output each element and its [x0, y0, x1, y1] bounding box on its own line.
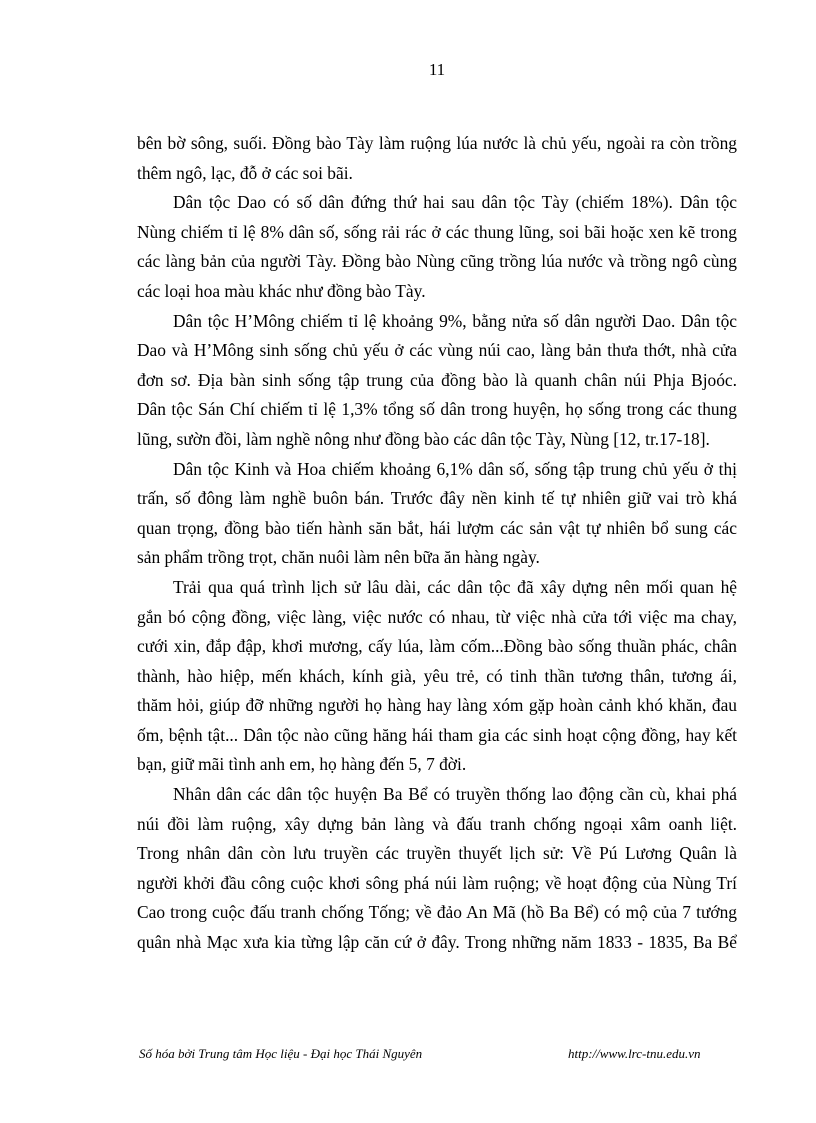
- text-line: Dân tộc Kinh và Hoa chiếm khoảng 6,1% dân số, sống tập trung chủ yếu ở thị: [173, 458, 737, 479]
- text-line: Dân tộc Sán Chí chiếm tỉ lệ 1,3% tổng số dân trong huyện, họ sống trong các thung: [137, 399, 737, 420]
- text-line: thêm ngô, lạc, đỗ ở các soi bãi.: [137, 162, 353, 183]
- text-line: lũng, sườn đồi, làm nghề nông như đồng bào các dân tộc Tày, Nùng [12, tr.17-18].: [137, 428, 710, 449]
- text-line: gắn bó cộng đồng, việc làng, việc nước có nhau, từ việc nhà cửa tới việc ma chay,: [137, 606, 737, 627]
- text-line: Dân tộc Dao có số dân đứng thứ hai sau dân tộc Tày (chiếm 18%). Dân tộc: [173, 192, 737, 213]
- text-line: người khởi đầu công cuộc khơi sông phá núi làm ruộng; về hoạt động của Nùng Trí: [137, 872, 737, 893]
- text-line: núi đồi làm ruộng, xây dựng bản làng và đấu tranh chống ngoại xâm oanh liệt.: [137, 813, 737, 834]
- text-line: Trong nhân dân còn lưu truyền các truyền thuyết lịch sử: Về Pú Lương Quân là: [137, 843, 737, 864]
- text-line: các loại hoa màu khác như đồng bào Tày.: [137, 280, 426, 301]
- text-line: Nhân dân các dân tộc huyện Ba Bể có truyền thống lao động cần cù, khai phá: [173, 784, 737, 805]
- text-line: Trải qua quá trình lịch sử lâu dài, các dân tộc đã xây dựng nên mối quan hệ: [173, 576, 737, 597]
- paragraph: [137, 455, 737, 573]
- text-line: thành, hào hiệp, mến khách, kính già, yêu trẻ, có tinh thần tương thân, tương ái,: [137, 665, 737, 686]
- paragraph: [137, 307, 737, 455]
- footer-url: http://www.lrc-tnu.edu.vn: [568, 1046, 701, 1061]
- paragraph: [137, 780, 737, 958]
- text-line: Dân tộc H’Mông chiếm tỉ lệ khoảng 9%, bằng nửa số dân người Dao. Dân tộc: [173, 310, 737, 331]
- text-line: cưới xin, đắp đập, khơi mương, cấy lúa, làm cốm...Đồng bào sống thuần phác, chân: [137, 636, 737, 657]
- text-line: bên bờ sông, suối. Đồng bào Tày làm ruộng lúa nước là chủ yếu, ngoài ra còn trồng: [137, 133, 737, 153]
- body-text: [137, 129, 737, 958]
- text-line: đơn sơ. Địa bàn sinh sống tập trung của đồng bào là quanh chân núi Phja Bjoóc.: [137, 369, 737, 390]
- text-line: bạn, giữ mãi tình anh em, họ hàng đến 5, 7 đời.: [137, 754, 467, 775]
- text-line: Dao và H’Mông sinh sống chủ yếu ở các vùng núi cao, làng bản thưa thớt, nhà cửa: [137, 340, 737, 361]
- paragraph: [137, 573, 737, 780]
- text-line: quân nhà Mạc xưa kia từng lập căn cứ ở đây. Trong những năm 1833 - 1835, Ba Bể: [137, 932, 737, 953]
- text-line: trấn, số đông làm nghề buôn bán. Trước đây nền kinh tế tự nhiên giữ vai trò khá: [137, 488, 737, 509]
- text-line: thăm hỏi, giúp đỡ những người họ hàng hay làng xóm gặp hoàn cảnh khó khăn, đau: [137, 695, 737, 716]
- page-number: 11: [428, 60, 446, 79]
- text-line: các làng bản của người Tày. Đồng bào Nùng cũng trồng lúa nước và trồng ngô cùng: [137, 251, 737, 272]
- text-line: Cao trong cuộc đấu tranh chống Tống; về đảo An Mã (hồ Ba Bể) có mộ của 7 tướng: [137, 902, 737, 923]
- text-line: Nùng chiếm tỉ lệ 8% dân số, sống rải rác ở các thung lũng, soi bãi hoặc xen kẽ trong: [137, 221, 737, 242]
- footer-source: Số hóa bởi Trung tâm Học liệu - Đại học Thái Nguyên: [139, 1046, 423, 1061]
- text-line: quan trọng, đồng bào tiến hành săn bắt, hái lượm các sản vật tự nhiên bổ sung các: [137, 517, 737, 538]
- text-line: sản phẩm trồng trọt, chăn nuôi làm nên bữa ăn hàng ngày.: [137, 547, 540, 568]
- paragraph: [137, 129, 737, 188]
- text-line: ốm, bệnh tật... Dân tộc nào cũng hăng hái tham gia các sinh hoạt cộng đồng, hay kết: [137, 724, 737, 745]
- paragraph: [137, 188, 737, 306]
